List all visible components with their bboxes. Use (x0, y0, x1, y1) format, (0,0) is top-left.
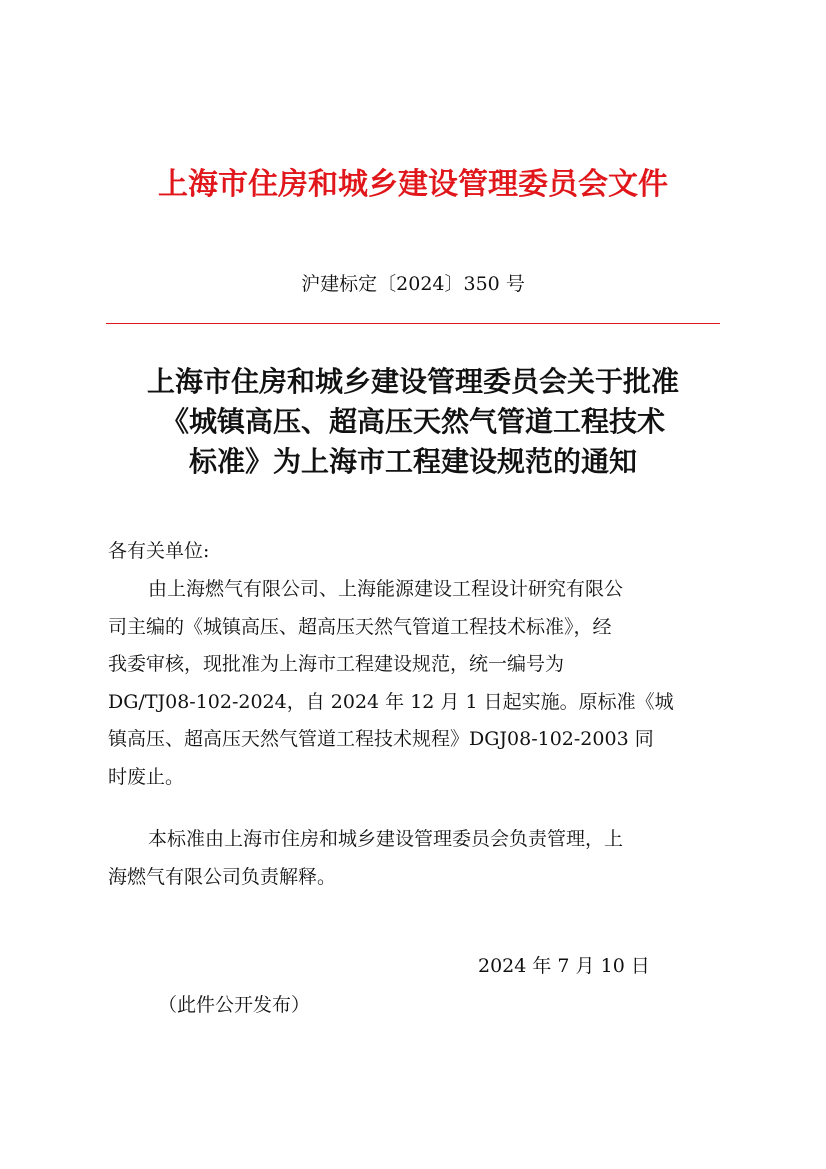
notice-title-line: 上海市住房和城乡建设管理委员会关于批准 (146, 365, 679, 398)
paragraph-line: 时废止。 (108, 765, 185, 788)
notice-title-line: 《城镇高压、超高压天然气管道工程技术 (160, 405, 665, 438)
issue-date: 2024 年 7 月 10 日 (478, 955, 650, 977)
paragraph-line: 我委审核，现批准为上海市工程建设规范，统一编号为 (108, 653, 565, 675)
paragraph-line: 海燃气有限公司负责解释。 (108, 865, 337, 888)
paragraph-line: 由上海燃气有限公司、上海能源建设工程设计研究有限公 (148, 578, 624, 600)
paragraph-line: 司主编的《城镇高压、超高压天然气管道工程技术标准》，经 (108, 615, 612, 638)
notice-title-line: 标准》为上海市工程建设规范的通知 (188, 445, 637, 478)
paragraph-line: 本标准由上海市住房和城乡建设管理委员会负责管理，上 (148, 828, 624, 850)
publish-note: （此件公开发布） (158, 994, 311, 1016)
paragraph-line: DG/TJ08-102-2024，自 2024 年 12 月 1 日起实施。原标准《城 (108, 690, 674, 713)
notice-title (106, 362, 720, 482)
body-paragraph-2 (108, 821, 716, 896)
body-paragraph-1 (108, 571, 716, 796)
paragraph-line: 镇高压、超高压天然气管道工程技术规程》DGJ08-102-2003 同 (108, 728, 654, 750)
issuing-authority-title: 上海市住房和城乡建设管理委员会文件 (158, 167, 668, 202)
red-divider-line (106, 323, 720, 324)
salutation: 各有关单位: (108, 540, 210, 562)
document-number: 沪建标定〔2024〕350 号 (301, 273, 525, 295)
